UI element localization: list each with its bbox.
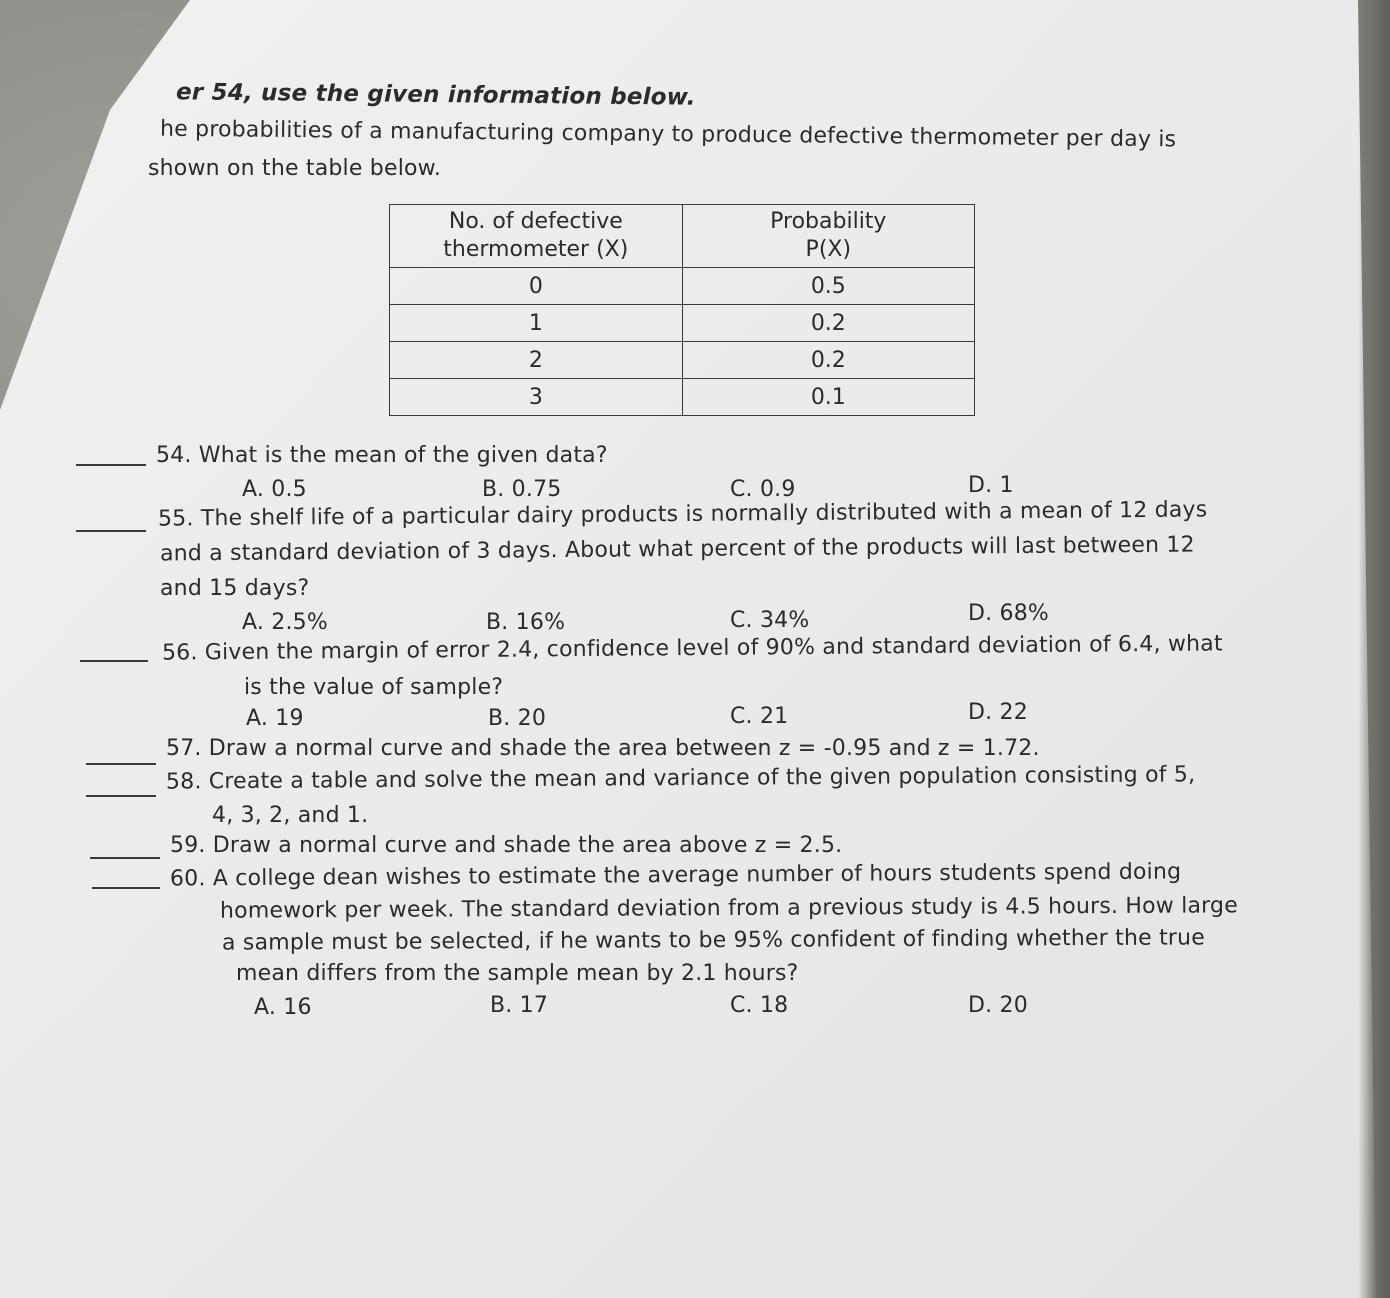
answer-blank-60[interactable] <box>92 887 160 889</box>
header-x-line-2: thermometer (X) <box>443 237 629 262</box>
intro-title: er 54, use the given information below. <box>175 79 696 111</box>
q60-option-a: A. 16 <box>254 995 312 1020</box>
q56-option-d: D. 22 <box>968 700 1028 725</box>
header-p <box>682 205 974 268</box>
q60-option-c: C. 18 <box>730 993 789 1018</box>
answer-blank-58[interactable] <box>86 795 156 797</box>
question-55-line-2: and a standard deviation of 3 days. About what percent of the products will last between 12 <box>159 532 1195 567</box>
cell-x: 2 <box>390 342 683 379</box>
q54-option-a: A. 0.5 <box>242 477 307 502</box>
q56-option-b: B. 20 <box>488 706 547 731</box>
question-58-line-1: 58. Create a table and solve the mean and variance of the given population consisting of 5, <box>165 762 1196 795</box>
question-60-line-1: 60. A college dean wishes to estimate the average number of hours students spend doing <box>169 859 1182 892</box>
cell-p: 0.2 <box>682 342 974 379</box>
question-59: 59. Draw a normal curve and shade the area above z = 2.5. <box>170 833 843 858</box>
cell-p: 0.2 <box>682 305 974 342</box>
q60-option-d: D. 20 <box>968 993 1028 1018</box>
q55-option-d: D. 68% <box>968 601 1050 626</box>
header-p-line-1: Probability <box>770 209 887 234</box>
table-row <box>390 379 975 416</box>
question-58-line-2: 4, 3, 2, and 1. <box>212 803 369 828</box>
cell-x: 1 <box>390 305 683 342</box>
answer-blank-54[interactable] <box>76 464 146 466</box>
table-row <box>390 305 975 342</box>
q56-option-a: A. 19 <box>246 706 304 731</box>
intro-line-1: he probabilities of a manufacturing company to produce defective thermometer per day is <box>159 116 1177 153</box>
q60-option-b: B. 17 <box>490 993 549 1018</box>
cell-x: 3 <box>390 379 683 416</box>
q55-option-c: C. 34% <box>730 608 810 633</box>
table-row <box>390 342 975 379</box>
answer-blank-55[interactable] <box>76 530 146 532</box>
question-56-line-1: 56. Given the margin of error 2.4, confidence level of 90% and standard deviation of 6.4, what <box>161 631 1223 666</box>
question-57: 57. Draw a normal curve and shade the area between z = -0.95 and z = 1.72. <box>166 736 1040 761</box>
cell-p: 0.1 <box>682 379 974 416</box>
probability-table <box>389 204 975 416</box>
q55-option-b: B. 16% <box>486 610 566 635</box>
q54-option-d: D. 1 <box>968 473 1014 498</box>
answer-blank-56[interactable] <box>80 660 148 662</box>
q54-option-b: B. 0.75 <box>482 477 562 502</box>
q54-option-c: C. 0.9 <box>730 477 796 502</box>
question-55-line-1: 55. The shelf life of a particular dairy products is normally distributed with a mean of 12 days <box>157 497 1208 532</box>
page-edge-shadow <box>1358 0 1390 1298</box>
header-x <box>390 205 683 268</box>
question-56-line-2: is the value of sample? <box>244 675 504 700</box>
question-54: 54. What is the mean of the given data? <box>156 443 608 468</box>
cell-p: 0.5 <box>682 268 974 305</box>
header-p-line-2: P(X) <box>805 237 852 262</box>
question-60-line-4: mean differs from the sample mean by 2.1 hours? <box>236 961 799 986</box>
question-60-line-3: a sample must be selected, if he wants to be 95% confident of finding whether the true <box>221 925 1206 956</box>
intro-line-2: shown on the table below. <box>148 156 442 181</box>
header-x-line-1: No. of defective <box>448 209 623 234</box>
answer-blank-59[interactable] <box>90 857 160 859</box>
q56-option-c: C. 21 <box>730 704 789 729</box>
question-55-line-3: and 15 days? <box>160 576 310 601</box>
cell-x: 0 <box>390 268 683 305</box>
q55-option-a: A. 2.5% <box>242 610 328 635</box>
table-row <box>390 268 975 305</box>
answer-blank-57[interactable] <box>86 763 156 765</box>
question-60-line-2: homework per week. The standard deviation from a previous study is 4.5 hours. How large <box>219 893 1238 924</box>
